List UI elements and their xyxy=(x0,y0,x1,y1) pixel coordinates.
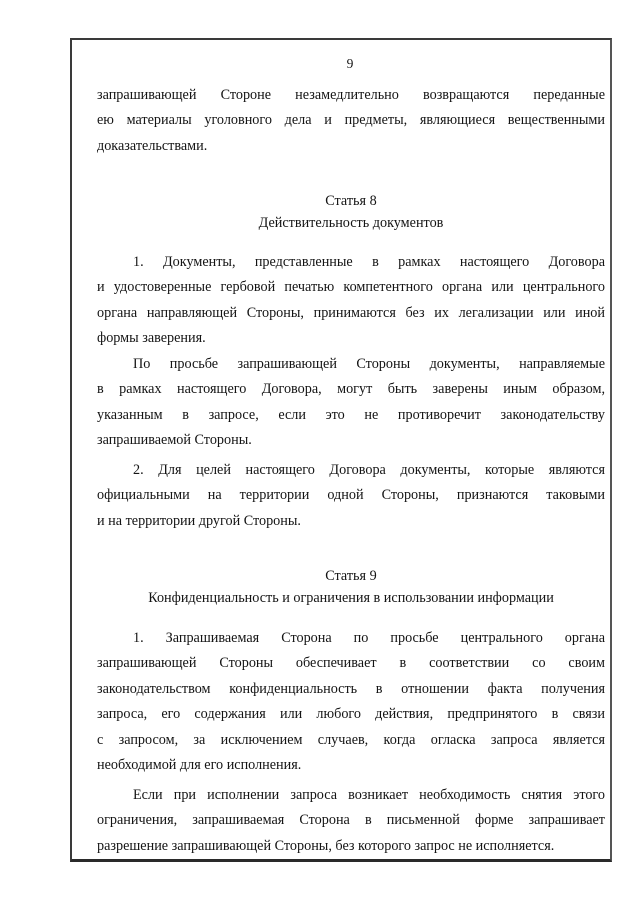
text-line: в рамках настоящего Договора, могут быть заверены иным образом, xyxy=(97,381,605,398)
article-title: Действительность документов xyxy=(258,215,444,231)
article-9-heading xyxy=(97,565,605,609)
text-line: 1. Запрашиваемая Сторона по просьбе центрального органа xyxy=(133,630,605,646)
text-line: 1. Документы, представленные в рамках настоящего Договора xyxy=(133,254,605,270)
text-line: и удостоверенные гербовой печатью компетентного органа или центрального xyxy=(97,279,605,296)
text-line: формы заверения. xyxy=(97,330,206,347)
text-line: 2. Для целей настоящего Договора документы, которые являются xyxy=(133,462,605,478)
text-line: ограничения, запрашиваемая Сторона в письменной форме запрашивает xyxy=(97,812,605,829)
text-line: запрашивающей Стороне незамедлительно возвращаются переданные xyxy=(97,87,605,103)
text-line: органа направляющей Стороны, принимаются без их легализации или иной xyxy=(97,304,605,321)
continuation-paragraph xyxy=(97,83,605,159)
article-8-paragraph-1 xyxy=(97,250,605,352)
article-8-heading xyxy=(97,190,605,234)
text-line: необходимой для его исполнения. xyxy=(97,756,302,773)
text-line: запрашиваемой Стороны. xyxy=(97,432,252,449)
article-number: Статья 9 xyxy=(325,568,377,584)
text-line: официальными на территории одной Стороны, признаются таковыми xyxy=(97,487,605,504)
article-title: Конфиденциальность и ограничения в использовании информации xyxy=(148,590,554,606)
text-line: Если при исполнении запроса возникает необходимость снятия этого xyxy=(133,787,605,803)
text-line: запроса, его содержания или любого действия, предпринятого в связи xyxy=(97,706,605,723)
text-line: с запросом, за исключением случаев, когда огласка запроса является xyxy=(97,731,605,748)
article-number: Статья 8 xyxy=(325,193,377,209)
article-9-paragraph-1 xyxy=(97,626,605,778)
text-line: и на территории другой Стороны. xyxy=(97,512,301,529)
text-line: указанным в запросе, если это не противоречит законодательству xyxy=(97,406,605,423)
article-8-paragraph-3 xyxy=(97,458,605,534)
article-8-paragraph-2 xyxy=(97,352,605,454)
text-line: запрашивающей Стороны обеспечивает в соответствии со своим xyxy=(97,655,605,672)
text-line: доказательствами. xyxy=(97,137,208,154)
text-line: ею материалы уголовного дела и предметы, являющиеся вещественными xyxy=(97,112,605,129)
page-number: 9 xyxy=(346,56,354,71)
text-line: законодательством конфиденциальность в отношении факта получения xyxy=(97,680,605,697)
article-9-paragraph-2 xyxy=(97,783,605,859)
text-line: разрешение запрашивающей Стороны, без которого запрос не исполняется. xyxy=(97,837,555,854)
text-line: По просьбе запрашивающей Стороны документы, направляемые xyxy=(133,356,605,372)
